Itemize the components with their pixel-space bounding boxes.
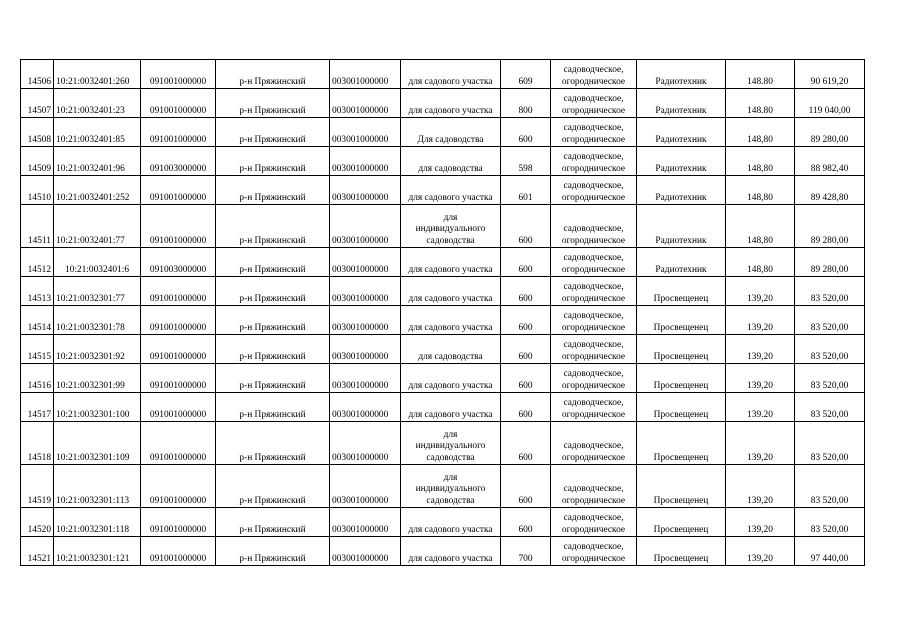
permitted-use-cell [401,60,501,89]
table-row [21,147,865,176]
zone-code-cell: 003001000000 [330,537,401,566]
cadastral-value-cell: 83 520,00 [795,335,865,364]
cadastral-number-cell: 10:21:0032401:23 [54,89,141,118]
association-cell: Радиотехник [637,147,726,176]
use-category-cell [551,89,637,118]
use-category-line: огородническое [561,235,626,246]
row-number-cell: 14514 [21,306,54,335]
cadastral-value-cell: 88 982,40 [795,147,865,176]
area-cell: 800 [501,89,551,118]
okato-code-cell: 091001000000 [141,277,216,306]
district-cell: р-н Пряжинский [216,205,330,248]
use-category-line: садоводческое, [563,282,624,293]
specific-value-cell: 139.20 [726,393,795,422]
use-category-cell [551,176,637,205]
specific-value-cell: 139,20 [726,465,795,508]
cadastral-value-cell: 83 520,00 [795,364,865,393]
use-category-cell [551,306,637,335]
row-number-cell: 14515 [21,335,54,364]
cadastral-number-cell: 10:21:0032301:121 [54,537,141,566]
use-category-line: огородническое [561,495,626,506]
permitted-use-line: для садового участка [408,293,493,304]
zone-code-cell: 003001000000 [330,248,401,277]
use-category-cell [551,248,637,277]
permitted-use-line: садоводства [426,235,475,246]
use-category-cell [551,277,637,306]
permitted-use-cell [401,248,501,277]
okato-code-cell: 091001000000 [141,537,216,566]
area-cell: 600 [501,465,551,508]
permitted-use-line: для садового участка [408,322,493,333]
table-row [21,364,865,393]
zone-code-cell: 003001000000 [330,335,401,364]
area-cell: 601 [501,176,551,205]
specific-value-cell: 148,80 [726,248,795,277]
area-cell: 600 [501,277,551,306]
okato-code-cell: 091001000000 [141,422,216,465]
association-cell: Радиотехник [637,176,726,205]
permitted-use-cell [401,118,501,147]
use-category-cell [551,537,637,566]
permitted-use-line: для садоводства [418,351,483,362]
okato-code-cell: 091003000000 [141,248,216,277]
cadastral-value-cell: 83 520,00 [795,306,865,335]
association-cell: Просвещенец [637,277,726,306]
association-cell: Радиотехник [637,60,726,89]
permitted-use-line: для садового участка [408,76,493,87]
land-plot-table [20,59,865,566]
district-cell: р-н Пряжинский [216,364,330,393]
specific-value-cell: 139,20 [726,537,795,566]
row-number-cell: 14508 [21,118,54,147]
cadastral-number-cell: 10:21:0032301:109 [54,422,141,465]
permitted-use-line: Для садоводства [417,134,484,145]
cadastral-value-cell: 83 520,00 [795,422,865,465]
district-cell: р-н Пряжинский [216,537,330,566]
use-category-line: садоводческое, [563,484,624,495]
table-row [21,306,865,335]
area-cell: 600 [501,393,551,422]
table-row [21,508,865,537]
area-cell: 600 [501,508,551,537]
specific-value-cell: 148,80 [726,176,795,205]
specific-value-cell: 139,20 [726,508,795,537]
okato-code-cell: 091001000000 [141,335,216,364]
association-cell: Радиотехник [637,248,726,277]
use-category-cell [551,60,637,89]
permitted-use-line: для [443,212,458,223]
cadastral-number-cell: 10:21:0032301:78 [54,306,141,335]
cadastral-value-cell: 119 040,00 [795,89,865,118]
zone-code-cell: 003001000000 [330,205,401,248]
row-number-cell: 14518 [21,422,54,465]
area-cell: 600 [501,364,551,393]
permitted-use-cell [401,537,501,566]
zone-code-cell: 003001000000 [330,364,401,393]
use-category-line: садоводческое, [563,181,624,192]
use-category-line: огородническое [561,524,626,535]
use-category-line: садоводческое, [563,369,624,380]
permitted-use-cell [401,147,501,176]
permitted-use-cell [401,508,501,537]
association-cell: Радиотехник [637,205,726,248]
cadastral-value-cell: 89 280,00 [795,205,865,248]
table-row [21,465,865,508]
district-cell: р-н Пряжинский [216,176,330,205]
use-category-line: огородническое [561,134,626,145]
cadastral-number-cell: 10:21:0032301:118 [54,508,141,537]
cadastral-number-cell: 10:21:0032401:260 [54,60,141,89]
use-category-line: садоводческое, [563,253,624,264]
district-cell: р-н Пряжинский [216,508,330,537]
area-cell: 600 [501,205,551,248]
use-category-line: садоводческое, [563,123,624,134]
use-category-line: огородническое [561,264,626,275]
table-row [21,393,865,422]
specific-value-cell: 139,20 [726,306,795,335]
use-category-line: садоводческое, [563,513,624,524]
use-category-line: огородническое [561,322,626,333]
use-category-line: огородническое [561,380,626,391]
use-category-line: садоводческое, [563,152,624,163]
specific-value-cell: 148.80 [726,60,795,89]
permitted-use-line: для [443,429,458,440]
association-cell: Радиотехник [637,89,726,118]
cadastral-value-cell: 83 520,00 [795,393,865,422]
table-row [21,277,865,306]
cadastral-number-cell: 10:21:0032401:77 [54,205,141,248]
use-category-line: огородническое [561,409,626,420]
permitted-use-cell [401,465,501,508]
zone-code-cell: 003001000000 [330,277,401,306]
use-category-line: садоводческое, [563,65,624,76]
area-cell: 600 [501,118,551,147]
table-row [21,335,865,364]
district-cell: р-н Пряжинский [216,306,330,335]
association-cell: Просвещенец [637,364,726,393]
zone-code-cell: 003001000000 [330,422,401,465]
association-cell: Просвещенец [637,306,726,335]
row-number-cell: 14511 [21,205,54,248]
okato-code-cell: 091001000000 [141,176,216,205]
zone-code-cell: 003001000000 [330,118,401,147]
association-cell: Просвещенец [637,537,726,566]
permitted-use-line: для садового участка [408,105,493,116]
district-cell: р-н Пряжинский [216,335,330,364]
permitted-use-line: индивидуального [415,484,486,495]
district-cell: р-н Пряжинский [216,89,330,118]
use-category-cell [551,465,637,508]
cadastral-value-cell: 89 280,00 [795,118,865,147]
permitted-use-cell [401,393,501,422]
association-cell: Просвещенец [637,335,726,364]
permitted-use-line: для садового участка [408,380,493,391]
use-category-line: огородническое [561,293,626,304]
zone-code-cell: 003001000000 [330,465,401,508]
okato-code-cell: 091003000000 [141,147,216,176]
specific-value-cell: 139,20 [726,364,795,393]
row-number-cell: 14519 [21,465,54,508]
district-cell: р-н Пряжинский [216,465,330,508]
okato-code-cell: 091001000000 [141,89,216,118]
row-number-cell: 14513 [21,277,54,306]
specific-value-cell: 148,80 [726,147,795,176]
use-category-line: садоводческое, [563,340,624,351]
table-row [21,422,865,465]
okato-code-cell: 091001000000 [141,306,216,335]
district-cell: р-н Пряжинский [216,248,330,277]
specific-value-cell: 148.80 [726,89,795,118]
permitted-use-cell [401,277,501,306]
area-cell: 600 [501,422,551,465]
cadastral-number-cell: 10:21:0032301:100 [54,393,141,422]
use-category-cell [551,118,637,147]
permitted-use-cell [401,306,501,335]
table-row [21,176,865,205]
row-number-cell: 14517 [21,393,54,422]
okato-code-cell: 091001000000 [141,118,216,147]
zone-code-cell: 003001000000 [330,508,401,537]
row-number-cell: 14506 [21,60,54,89]
cadastral-value-cell: 89 428,80 [795,176,865,205]
use-category-line: садоводческое, [563,542,624,553]
zone-code-cell: 003001000000 [330,89,401,118]
permitted-use-cell [401,89,501,118]
use-category-cell [551,147,637,176]
permitted-use-line: садоводства [426,495,475,506]
table-row [21,118,865,147]
zone-code-cell: 003001000000 [330,176,401,205]
use-category-cell [551,508,637,537]
table-row [21,60,865,89]
use-category-cell [551,335,637,364]
district-cell: р-н Пряжинский [216,422,330,465]
cadastral-number-cell: 10:21:0032401:96 [54,147,141,176]
permitted-use-line: для садового участка [408,553,493,564]
association-cell: Радиотехник [637,118,726,147]
okato-code-cell: 091001000000 [141,205,216,248]
use-category-line: садоводческое, [563,441,624,452]
permitted-use-line: для [443,472,458,483]
association-cell: Просвещенец [637,393,726,422]
cadastral-number-cell: 10:21:0032401:85 [54,118,141,147]
cadastral-value-cell: 83 520,00 [795,465,865,508]
zone-code-cell: 003001000000 [330,60,401,89]
association-cell: Просвещенец [637,508,726,537]
okato-code-cell: 091001000000 [141,60,216,89]
cadastral-number-cell: 10:21:0032301:113 [54,465,141,508]
district-cell: р-н Пряжинский [216,60,330,89]
okato-code-cell: 091001000000 [141,393,216,422]
okato-code-cell: 091001000000 [141,465,216,508]
cadastral-value-cell: 97 440,00 [795,537,865,566]
zone-code-cell: 003001000000 [330,147,401,176]
area-cell: 598 [501,147,551,176]
cadastral-number-cell: 10:21:0032301:77 [54,277,141,306]
cadastral-value-cell: 83 520,00 [795,277,865,306]
use-category-line: огородническое [561,163,626,174]
use-category-line: садоводческое, [563,224,624,235]
specific-value-cell: 148,80 [726,205,795,248]
table-row [21,89,865,118]
use-category-line: огородническое [561,105,626,116]
permitted-use-cell [401,364,501,393]
specific-value-cell: 139,20 [726,335,795,364]
permitted-use-cell [401,176,501,205]
permitted-use-line: для садоводства [418,163,483,174]
use-category-line: садоводческое, [563,398,624,409]
row-number-cell: 14507 [21,89,54,118]
permitted-use-line: для садового участка [408,264,493,275]
cadastral-number-cell: 10:21:0032401:252 [54,176,141,205]
zone-code-cell: 003001000000 [330,393,401,422]
use-category-line: огородническое [561,452,626,463]
use-category-line: огородническое [561,76,626,87]
permitted-use-line: для садового участка [408,409,493,420]
permitted-use-cell [401,335,501,364]
zone-code-cell: 003001000000 [330,306,401,335]
table-row [21,248,865,277]
table-body [21,60,865,566]
district-cell: р-н Пряжинский [216,277,330,306]
row-number-cell: 14509 [21,147,54,176]
district-cell: р-н Пряжинский [216,118,330,147]
area-cell: 700 [501,537,551,566]
use-category-line: огородническое [561,192,626,203]
cadastral-value-cell: 89 280,00 [795,248,865,277]
cadastral-value-cell: 83 520,00 [795,508,865,537]
district-cell: р-н Пряжинский [216,147,330,176]
area-cell: 600 [501,335,551,364]
table-row [21,205,865,248]
cadastral-value-cell: 90 619,20 [795,60,865,89]
permitted-use-line: садоводства [426,452,475,463]
association-cell: Просвещенец [637,465,726,508]
association-cell: Просвещенец [637,422,726,465]
use-category-cell [551,364,637,393]
use-category-line: огородническое [561,351,626,362]
area-cell: 600 [501,306,551,335]
area-cell: 609 [501,60,551,89]
use-category-line: садоводческое, [563,94,624,105]
permitted-use-line: индивидуального [415,441,486,452]
use-category-line: огородническое [561,553,626,564]
permitted-use-cell [401,205,501,248]
cadastral-number-cell: 10:21:0032301:99 [54,364,141,393]
row-number-cell: 14520 [21,508,54,537]
district-cell: р-н Пряжинский [216,393,330,422]
row-number-cell: 14521 [21,537,54,566]
area-cell: 600 [501,248,551,277]
permitted-use-line: для садового участка [408,192,493,203]
permitted-use-line: для садового участка [408,524,493,535]
row-number-cell: 14516 [21,364,54,393]
specific-value-cell: 139,20 [726,277,795,306]
permitted-use-line: индивидуального [415,224,486,235]
okato-code-cell: 091001000000 [141,364,216,393]
use-category-line: садоводческое, [563,311,624,322]
use-category-cell [551,393,637,422]
row-number-cell: 14512 [21,248,54,277]
cadastral-number-cell: 10:21:0032401:6 [54,248,141,277]
specific-value-cell: 148,80 [726,118,795,147]
table-row [21,537,865,566]
okato-code-cell: 091001000000 [141,508,216,537]
row-number-cell: 14510 [21,176,54,205]
use-category-cell [551,422,637,465]
cadastral-number-cell: 10:21:0032301:92 [54,335,141,364]
use-category-cell [551,205,637,248]
specific-value-cell: 139,20 [726,422,795,465]
permitted-use-cell [401,422,501,465]
